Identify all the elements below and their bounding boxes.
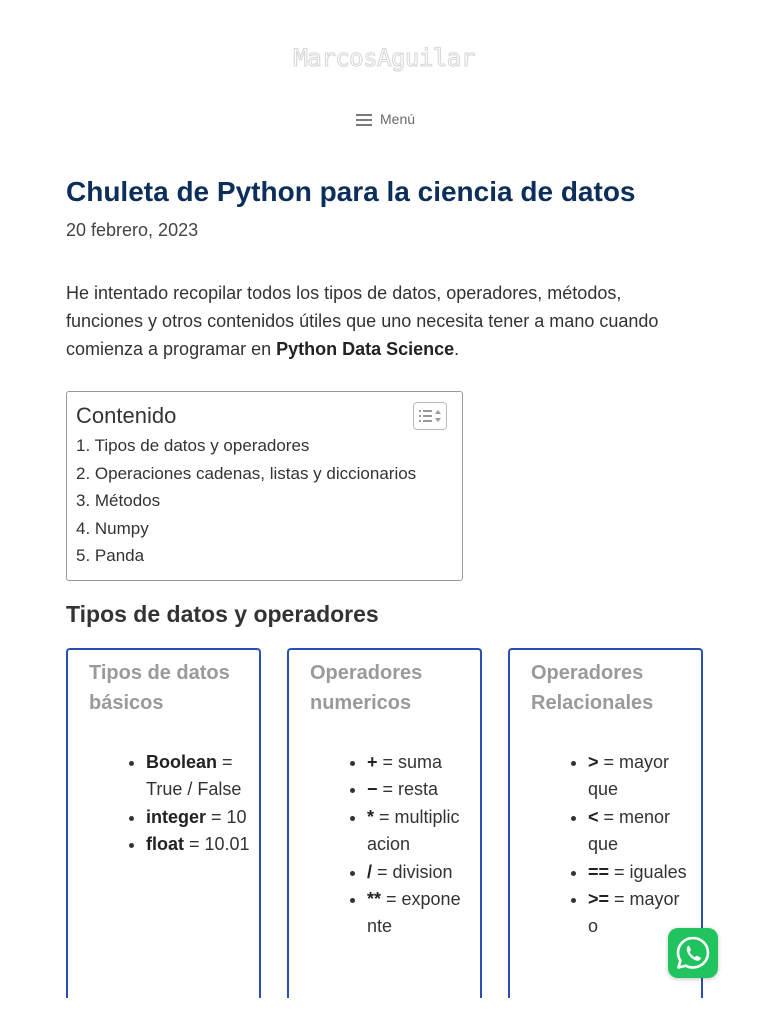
hamburger-icon bbox=[356, 113, 372, 125]
item-keyword: integer bbox=[146, 806, 207, 827]
toc-list bbox=[76, 432, 453, 570]
toc-toggle-button[interactable] bbox=[413, 402, 447, 430]
menu-button[interactable] bbox=[356, 111, 415, 127]
item-desc: = mayor que bbox=[588, 752, 670, 800]
card-list bbox=[568, 749, 688, 941]
item-keyword: / bbox=[367, 861, 373, 882]
toc-link-2[interactable]: 2. Operaciones cadenas, listas y diccionarios bbox=[76, 463, 417, 483]
card-heading: Operadores numericos bbox=[310, 662, 423, 714]
card-list bbox=[347, 749, 467, 941]
list-item bbox=[367, 776, 467, 803]
item-keyword: * bbox=[367, 806, 375, 827]
list-item bbox=[146, 804, 256, 831]
list-item bbox=[367, 886, 467, 941]
item-desc: = menor que bbox=[588, 806, 671, 855]
whatsapp-chat-button[interactable] bbox=[668, 928, 718, 978]
toc-title: Contenido bbox=[76, 403, 177, 428]
card-numeric-operators bbox=[287, 648, 482, 998]
item-desc: = division bbox=[372, 861, 453, 882]
post-date: 20 febrero, 2023 bbox=[66, 220, 199, 240]
card-heading: Operadores Relacionales bbox=[531, 662, 654, 714]
toc-item bbox=[76, 460, 453, 488]
list-item bbox=[588, 859, 688, 886]
intro-paragraph bbox=[66, 279, 696, 363]
site-header bbox=[0, 0, 768, 150]
page-title: Chuleta de Python para la ciencia de datos bbox=[66, 176, 636, 207]
card-heading: Tipos de datos básicos bbox=[89, 662, 230, 714]
item-keyword: >= bbox=[588, 889, 610, 910]
item-keyword: − bbox=[367, 779, 378, 800]
list-item bbox=[367, 859, 467, 886]
toc-link-1[interactable]: 1. Tipos de datos y operadores bbox=[76, 436, 310, 455]
card-data-types bbox=[66, 648, 261, 998]
card-list bbox=[126, 749, 256, 859]
list-item bbox=[367, 804, 467, 859]
list-item bbox=[146, 831, 256, 858]
item-keyword: ** bbox=[367, 889, 382, 910]
toc-link-5[interactable]: 5. Panda bbox=[76, 546, 145, 565]
intro-text: He intentado recopilar todos los tipos de datos, operadores, métodos, funciones y otros contenidos útiles que uno necesita tener a mano cuando comienza a programar en bbox=[66, 283, 659, 359]
list-item bbox=[146, 749, 256, 804]
toc-item bbox=[76, 432, 453, 460]
toc-link-4[interactable]: 4. Numpy bbox=[76, 518, 149, 538]
item-keyword: < bbox=[588, 806, 599, 827]
toc-link-3[interactable]: 3. Métodos bbox=[76, 491, 161, 510]
cards-row bbox=[66, 648, 706, 1024]
toc-item bbox=[76, 542, 453, 570]
intro-end: . bbox=[454, 339, 460, 359]
toc-item bbox=[76, 515, 453, 543]
section-heading: Tipos de datos y operadores bbox=[66, 600, 379, 627]
item-keyword: == bbox=[588, 861, 610, 882]
item-desc: = 10.01 bbox=[184, 834, 250, 855]
item-desc: = mayor o bbox=[588, 889, 680, 937]
item-keyword: float bbox=[146, 834, 184, 855]
item-desc: = 10 bbox=[206, 806, 247, 827]
list-item bbox=[367, 749, 467, 776]
menu-label: Menú bbox=[380, 111, 416, 127]
item-desc: = suma bbox=[377, 752, 443, 772]
item-keyword: + bbox=[367, 752, 378, 772]
item-desc: = exponente bbox=[367, 889, 461, 937]
toc-item bbox=[76, 487, 453, 515]
article-content bbox=[66, 170, 706, 629]
item-desc: = resta bbox=[377, 779, 439, 800]
site-logo[interactable]: MarcosAguilar bbox=[293, 44, 475, 72]
whatsapp-icon bbox=[674, 934, 712, 972]
item-keyword: > bbox=[588, 752, 599, 772]
item-desc: = iguales bbox=[609, 861, 687, 882]
list-item bbox=[588, 804, 688, 859]
intro-highlight: Python Data Science bbox=[276, 339, 455, 359]
list-item bbox=[588, 749, 688, 804]
item-keyword: Boolean bbox=[146, 752, 218, 772]
item-desc: = True / False bbox=[146, 752, 242, 800]
table-of-contents bbox=[66, 391, 463, 581]
list-toggle-icon bbox=[418, 409, 442, 423]
item-desc: = multiplicacion bbox=[367, 806, 460, 855]
